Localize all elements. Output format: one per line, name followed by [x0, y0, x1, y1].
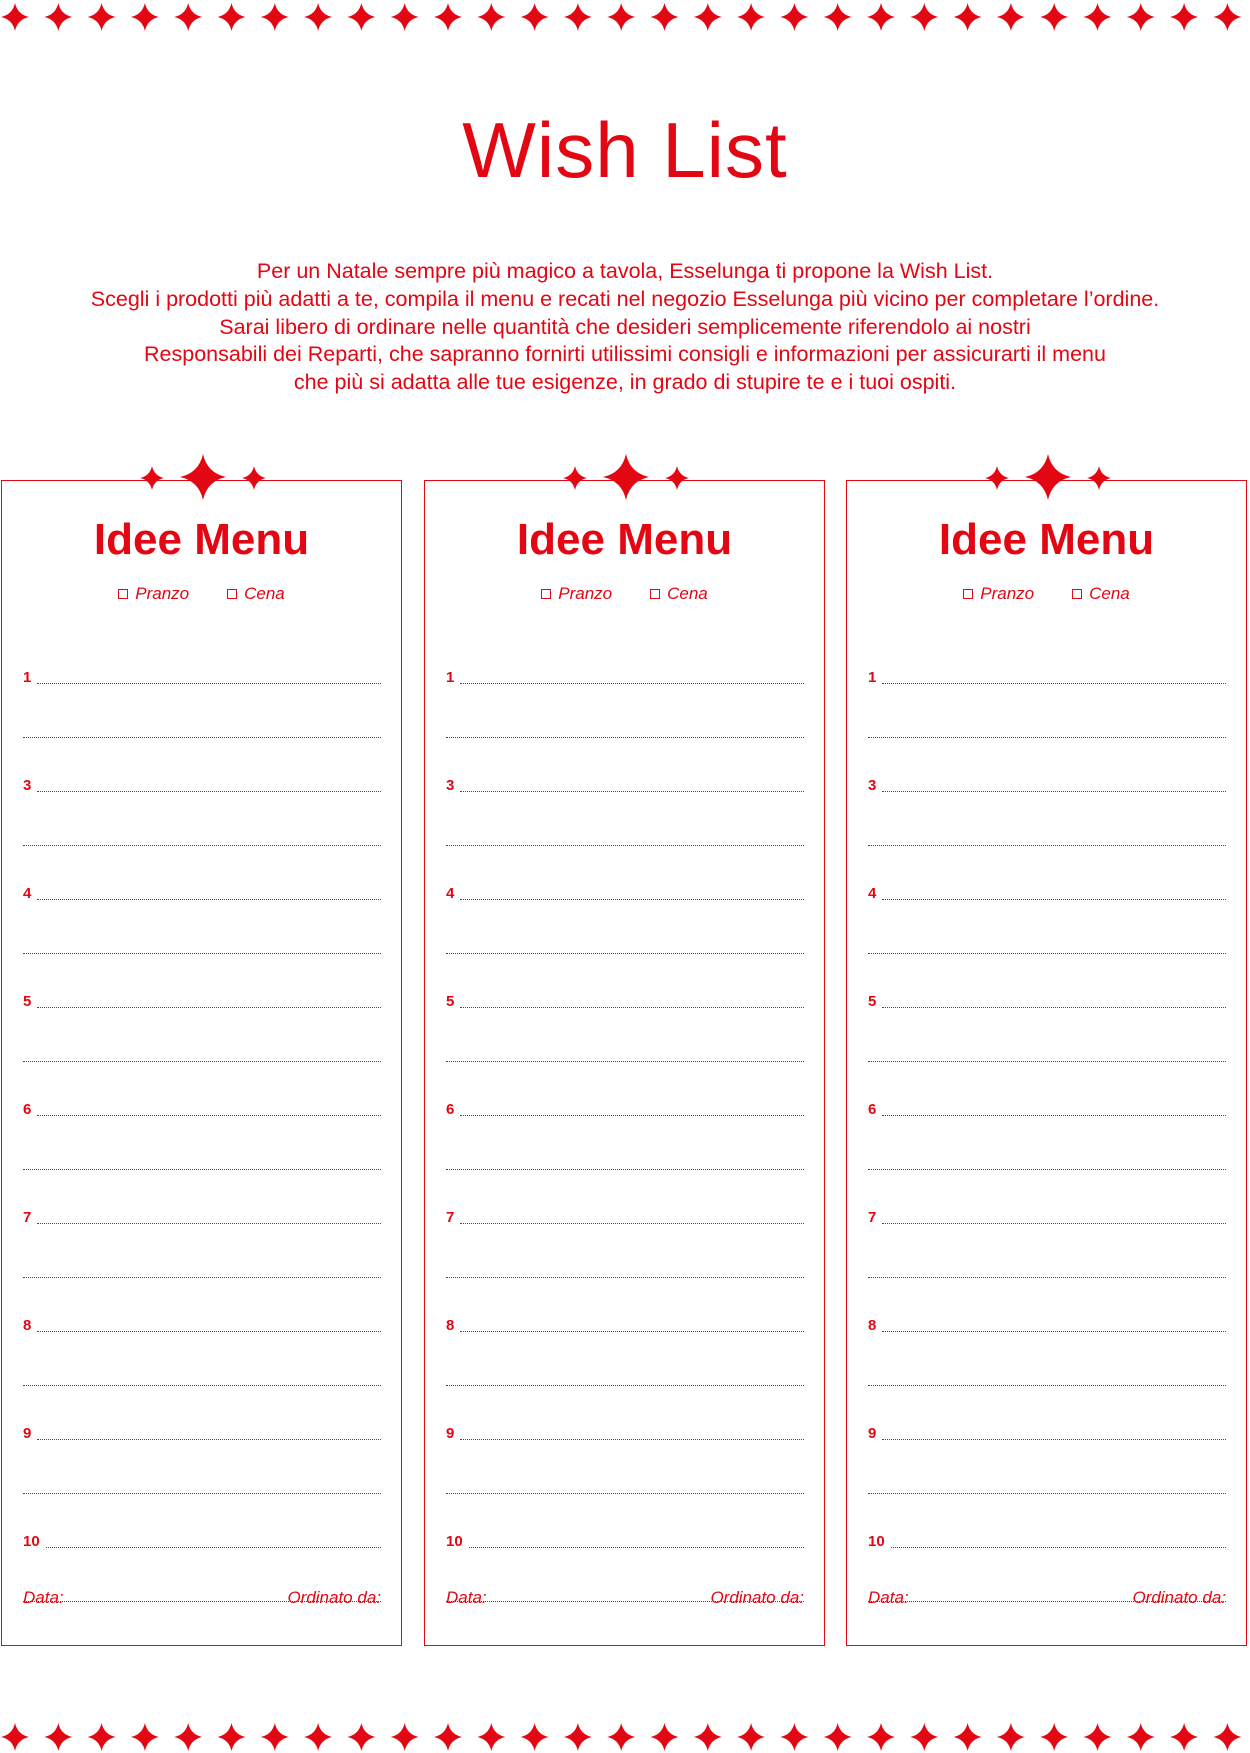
- sparkle-star-icon: [985, 466, 1009, 490]
- sparkle-star-icon: [1170, 1723, 1198, 1751]
- sparkle-star-icon: [910, 1723, 938, 1751]
- dotted-line: [446, 845, 804, 846]
- menu-line[interactable]: [868, 739, 1226, 793]
- page-title: Wish List: [462, 106, 788, 194]
- menu-line[interactable]: [446, 1441, 804, 1495]
- menu-line[interactable]: [868, 1063, 1226, 1117]
- dotted-line: [460, 1223, 804, 1224]
- dotted-line: [469, 1547, 804, 1548]
- menu-line[interactable]: [868, 793, 1226, 847]
- sparkle-star-icon: [651, 3, 679, 31]
- bottom-stars-border: [0, 1722, 1250, 1752]
- sparkle-star-icon: [954, 1723, 982, 1751]
- intro-line: Per un Natale sempre più magico a tavola, Esselunga ti propone la Wish List.: [256, 259, 994, 283]
- dotted-line: [868, 1277, 1226, 1278]
- menu-line[interactable]: [446, 1387, 804, 1441]
- dotted-line: [23, 1169, 381, 1170]
- dotted-line: [868, 1385, 1226, 1386]
- line-number: 5: [868, 993, 877, 1010]
- sparkle-star-icon: [521, 1723, 549, 1751]
- ordered-by-label: Ordinato da:: [287, 1588, 381, 1607]
- line-number: 6: [868, 1101, 877, 1118]
- sparkle-star-icon: [1087, 466, 1111, 490]
- sparkle-star-icon: [347, 3, 375, 31]
- line-number: 10: [868, 1533, 885, 1550]
- dotted-line: [23, 1277, 381, 1278]
- sparkle-star-icon: [174, 3, 202, 31]
- card-footer: [446, 1588, 804, 1608]
- line-number: 7: [23, 1209, 32, 1226]
- menu-line[interactable]: [23, 631, 381, 685]
- dotted-line: [868, 737, 1226, 738]
- line-number: 3: [868, 777, 877, 794]
- intro-line: Scegli i prodotti più adatti a te, compila il menu e recati nel negozio Esselunga più vicino per completare l’ordine.: [90, 286, 1160, 311]
- date-label: Data:: [868, 1588, 909, 1607]
- sparkle-star-icon: [694, 1723, 722, 1751]
- menu-line[interactable]: [23, 955, 381, 1009]
- menu-line[interactable]: [23, 1009, 381, 1063]
- menu-line[interactable]: [868, 955, 1226, 1009]
- menu-line[interactable]: [868, 1117, 1226, 1171]
- dotted-line: [446, 1169, 804, 1170]
- line-number: 5: [446, 993, 455, 1010]
- sparkle-star-icon: [44, 3, 72, 31]
- sparkle-star-icon: [1127, 1723, 1155, 1751]
- menu-line[interactable]: [446, 1495, 804, 1549]
- sparkle-star-icon: [347, 1723, 375, 1751]
- sparkle-star-icon: [1025, 454, 1071, 500]
- sparkle-star-icon: [131, 3, 159, 31]
- sparkle-star-icon: [780, 3, 808, 31]
- menu-line[interactable]: [23, 847, 381, 901]
- meal-option-pranzo[interactable]: [963, 584, 1034, 604]
- sparkle-star-icon: [391, 1723, 419, 1751]
- meal-option-label: Cena: [667, 584, 708, 603]
- menu-line[interactable]: [446, 1279, 804, 1333]
- dotted-line: [460, 1007, 804, 1008]
- sparkle-star-icon: [1040, 1723, 1068, 1751]
- sparkle-star-icon: [477, 1723, 505, 1751]
- menu-line[interactable]: [23, 1441, 381, 1495]
- card-footer: [23, 1588, 381, 1608]
- sparkle-star-icon: [997, 1723, 1025, 1751]
- dotted-line: [882, 1331, 1226, 1332]
- card-stars-decoration: [561, 453, 691, 503]
- dotted-line: [37, 1439, 381, 1440]
- dotted-line: [882, 1223, 1226, 1224]
- sparkle-star-icon: [1213, 3, 1241, 31]
- sparkle-star-icon: [607, 3, 635, 31]
- card-title: Idee Menu: [93, 515, 310, 564]
- menu-line[interactable]: [23, 739, 381, 793]
- menu-line[interactable]: [446, 1333, 804, 1387]
- sparkle-star-icon: [603, 454, 649, 500]
- dotted-line: [446, 953, 804, 954]
- sparkle-star-icon: [218, 1723, 246, 1751]
- meal-option-label: Pranzo: [135, 584, 190, 603]
- meal-options: [425, 584, 824, 604]
- dotted-line: [882, 1115, 1226, 1116]
- sparkle-star-icon: [563, 466, 587, 490]
- menu-line[interactable]: [868, 1225, 1226, 1279]
- sparkle-star-icon: [1127, 3, 1155, 31]
- sparkle-star-icon: [780, 1723, 808, 1751]
- menu-line[interactable]: [446, 739, 804, 793]
- ordered-by-label: Ordinato da:: [710, 1588, 804, 1607]
- menu-line[interactable]: [868, 1171, 1226, 1225]
- line-number: 3: [23, 777, 32, 794]
- sparkle-star-icon: [665, 466, 689, 490]
- line-number: 9: [446, 1425, 455, 1442]
- menu-lines: [23, 631, 381, 1603]
- sparkle-star-icon: [477, 3, 505, 31]
- sparkle-star-icon: [694, 3, 722, 31]
- sparkle-star-icon: [242, 466, 266, 490]
- card-title: Idee Menu: [938, 515, 1155, 564]
- sparkle-star-icon: [1040, 3, 1068, 31]
- line-number: 5: [23, 993, 32, 1010]
- sparkle-star-icon: [180, 454, 226, 500]
- dotted-line: [882, 1007, 1226, 1008]
- sparkle-star-icon: [44, 1723, 72, 1751]
- dotted-line: [446, 737, 804, 738]
- card-stars-decoration: [983, 453, 1113, 503]
- sparkle-star-icon: [607, 1723, 635, 1751]
- sparkle-star-icon: [434, 1723, 462, 1751]
- menu-line[interactable]: [446, 955, 804, 1009]
- line-number: 9: [868, 1425, 877, 1442]
- card-stars-decoration: [138, 453, 268, 503]
- menu-line[interactable]: [446, 685, 804, 739]
- dotted-line: [446, 1493, 804, 1494]
- sparkle-star-icon: [88, 3, 116, 31]
- menu-line[interactable]: [868, 1387, 1226, 1441]
- sparkle-star-icon: [564, 1723, 592, 1751]
- date-label: Data:: [446, 1588, 487, 1607]
- dotted-line: [37, 1115, 381, 1116]
- sparkle-star-icon: [651, 1723, 679, 1751]
- intro-line: che più si adatta alle tue esigenze, in grado di stupire te e i tuoi ospiti.: [293, 370, 957, 395]
- top-stars-border: [0, 2, 1250, 32]
- menu-line[interactable]: [868, 1495, 1226, 1549]
- dotted-line: [23, 845, 381, 846]
- meal-option-label: Pranzo: [558, 584, 613, 603]
- menu-line[interactable]: [446, 1225, 804, 1279]
- sparkle-star-icon: [434, 3, 462, 31]
- menu-line[interactable]: [868, 685, 1226, 739]
- line-number: 4: [446, 885, 455, 902]
- dotted-line: [23, 1493, 381, 1494]
- sparkle-star-icon: [737, 1723, 765, 1751]
- menu-line[interactable]: [23, 1333, 381, 1387]
- sparkle-star-icon: [564, 3, 592, 31]
- line-number: 6: [446, 1101, 455, 1118]
- sparkle-star-icon: [1213, 1723, 1241, 1751]
- sparkle-star-icon: [910, 3, 938, 31]
- dotted-line: [37, 1223, 381, 1224]
- dotted-line: [37, 899, 381, 900]
- sparkle-star-icon: [867, 3, 895, 31]
- menu-line[interactable]: [23, 1063, 381, 1117]
- dotted-line: [37, 1007, 381, 1008]
- checkbox-square-icon[interactable]: [541, 589, 551, 599]
- sparkle-star-icon: [261, 1723, 289, 1751]
- meal-option-label: Pranzo: [980, 584, 1035, 603]
- menu-line[interactable]: [446, 793, 804, 847]
- menu-line[interactable]: [23, 1225, 381, 1279]
- line-number: 6: [23, 1101, 32, 1118]
- dotted-line: [46, 1547, 381, 1548]
- dotted-line: [868, 1493, 1226, 1494]
- dotted-line: [23, 1061, 381, 1062]
- meal-option-label: Cena: [244, 584, 285, 603]
- meal-option-cena[interactable]: [227, 584, 285, 604]
- dotted-line: [446, 1385, 804, 1386]
- menu-line[interactable]: [23, 685, 381, 739]
- menu-line[interactable]: [868, 1333, 1226, 1387]
- sparkle-star-icon: [218, 3, 246, 31]
- dotted-line: [868, 1061, 1226, 1062]
- line-number: 9: [23, 1425, 32, 1442]
- dotted-line: [460, 683, 804, 684]
- line-number: 8: [23, 1317, 32, 1334]
- menu-card: [424, 480, 825, 1646]
- checkbox-square-icon[interactable]: [1072, 589, 1082, 599]
- sparkle-star-icon: [997, 3, 1025, 31]
- sparkle-star-icon: [391, 3, 419, 31]
- dotted-line: [460, 1115, 804, 1116]
- card-title: Idee Menu: [516, 515, 733, 564]
- dotted-line: [882, 791, 1226, 792]
- sparkle-star-icon: [131, 1723, 159, 1751]
- menu-lines: [868, 631, 1226, 1603]
- dotted-line: [446, 1277, 804, 1278]
- menu-line[interactable]: [23, 1387, 381, 1441]
- menu-line[interactable]: [446, 901, 804, 955]
- dotted-line: [37, 683, 381, 684]
- line-number: 1: [23, 669, 32, 686]
- dotted-line: [23, 1385, 381, 1386]
- menu-line[interactable]: [446, 847, 804, 901]
- sparkle-star-icon: [737, 3, 765, 31]
- dotted-line: [37, 791, 381, 792]
- sparkle-star-icon: [521, 3, 549, 31]
- menu-line[interactable]: [23, 1117, 381, 1171]
- line-number: 7: [446, 1209, 455, 1226]
- menu-line[interactable]: [23, 1495, 381, 1549]
- sparkle-star-icon: [88, 1723, 116, 1751]
- ordered-by-label: Ordinato da:: [1132, 1588, 1226, 1607]
- dotted-line: [23, 737, 381, 738]
- meal-option-pranzo[interactable]: [118, 584, 189, 604]
- menu-card: [846, 480, 1247, 1646]
- dotted-line: [23, 953, 381, 954]
- menu-line[interactable]: [868, 1009, 1226, 1063]
- menu-line[interactable]: [23, 1171, 381, 1225]
- dotted-line: [868, 845, 1226, 846]
- menu-line[interactable]: [868, 631, 1226, 685]
- sparkle-star-icon: [174, 1723, 202, 1751]
- meal-option-cena[interactable]: [1072, 584, 1130, 604]
- menu-line[interactable]: [446, 631, 804, 685]
- sparkle-star-icon: [824, 3, 852, 31]
- dotted-line: [882, 1439, 1226, 1440]
- dotted-line: [868, 953, 1226, 954]
- meal-option-label: Cena: [1089, 584, 1130, 603]
- sparkle-star-icon: [304, 1723, 332, 1751]
- menu-line[interactable]: [868, 1441, 1226, 1495]
- sparkle-star-icon: [261, 3, 289, 31]
- line-number: 10: [446, 1533, 463, 1550]
- line-number: 1: [868, 669, 877, 686]
- meal-option-pranzo[interactable]: [541, 584, 612, 604]
- menu-line[interactable]: [446, 1171, 804, 1225]
- menu-lines: [446, 631, 804, 1603]
- sparkle-star-icon: [867, 1723, 895, 1751]
- sparkle-star-icon: [1084, 3, 1112, 31]
- dotted-line: [460, 791, 804, 792]
- checkbox-square-icon[interactable]: [227, 589, 237, 599]
- menu-card: [1, 480, 402, 1646]
- sparkle-star-icon: [1, 3, 29, 31]
- meal-options: [2, 584, 401, 604]
- sparkle-star-icon: [824, 1723, 852, 1751]
- dotted-line: [37, 1331, 381, 1332]
- card-footer: [868, 1588, 1226, 1608]
- dotted-line: [460, 1331, 804, 1332]
- checkbox-square-icon[interactable]: [963, 589, 973, 599]
- sparkle-star-icon: [1170, 3, 1198, 31]
- line-number: 10: [23, 1533, 40, 1550]
- sparkle-star-icon: [1, 1723, 29, 1751]
- date-label: Data:: [23, 1588, 64, 1607]
- menu-line[interactable]: [446, 1009, 804, 1063]
- line-number: 1: [446, 669, 455, 686]
- dotted-line: [882, 899, 1226, 900]
- sparkle-star-icon: [1084, 1723, 1112, 1751]
- menu-line[interactable]: [446, 1117, 804, 1171]
- menu-line[interactable]: [868, 847, 1226, 901]
- dotted-line: [891, 1547, 1226, 1548]
- checkbox-square-icon[interactable]: [118, 589, 128, 599]
- dotted-line: [446, 1061, 804, 1062]
- meal-option-cena[interactable]: [650, 584, 708, 604]
- dotted-line: [882, 683, 1226, 684]
- dotted-line: [460, 899, 804, 900]
- menu-line[interactable]: [23, 793, 381, 847]
- line-number: 4: [23, 885, 32, 902]
- line-number: 4: [868, 885, 877, 902]
- meal-options: [847, 584, 1246, 604]
- sparkle-star-icon: [140, 466, 164, 490]
- menu-line[interactable]: [23, 1279, 381, 1333]
- dotted-line: [868, 1169, 1226, 1170]
- menu-line[interactable]: [868, 1279, 1226, 1333]
- intro-text: [0, 258, 1250, 397]
- intro-line: Responsabili dei Reparti, che sapranno fornirti utilissimi consigli e informazioni per assicurarti il menu: [144, 342, 1106, 367]
- sparkle-star-icon: [954, 3, 982, 31]
- line-number: 8: [446, 1317, 455, 1334]
- menu-line[interactable]: [868, 901, 1226, 955]
- line-number: 7: [868, 1209, 877, 1226]
- menu-line[interactable]: [23, 901, 381, 955]
- menu-line[interactable]: [446, 1063, 804, 1117]
- line-number: 3: [446, 777, 455, 794]
- line-number: 8: [868, 1317, 877, 1334]
- dotted-line: [460, 1439, 804, 1440]
- checkbox-square-icon[interactable]: [650, 589, 660, 599]
- intro-line: Sarai libero di ordinare nelle quantità che desideri semplicemente riferendolo ai nostri: [219, 314, 1031, 339]
- sparkle-star-icon: [304, 3, 332, 31]
